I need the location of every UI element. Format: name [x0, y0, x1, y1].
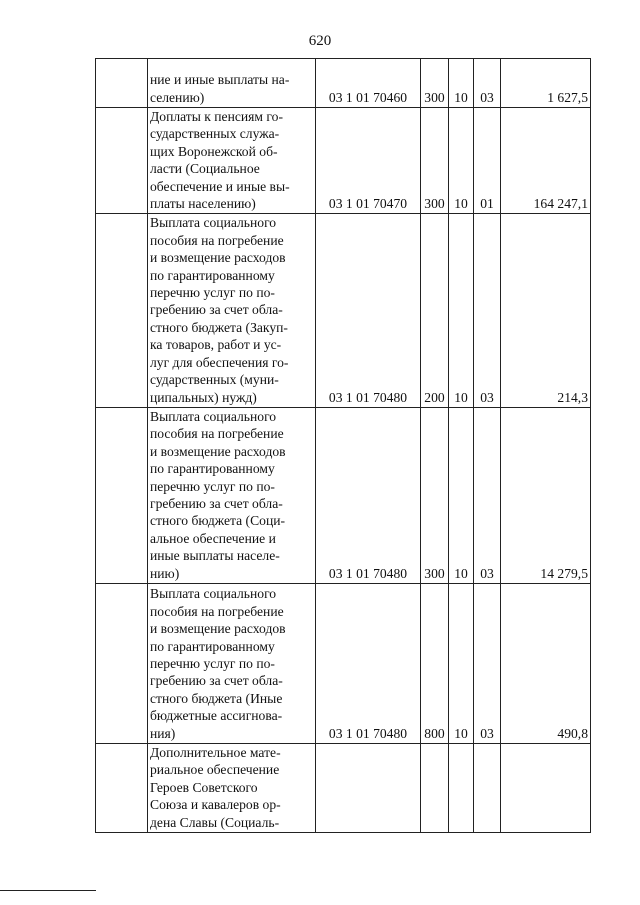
table-row	[96, 743, 591, 832]
description-cell	[148, 583, 316, 743]
description-line: ка товаров, работ и ус-	[150, 337, 282, 353]
target-code-cell: 03 1 01 70460	[316, 59, 421, 108]
expense-type-cell: 300	[421, 108, 449, 214]
subsection-cell	[474, 743, 501, 832]
section-cell: 10	[449, 214, 474, 407]
description-line: стного бюджета (Иные	[150, 690, 283, 706]
description-line: перечню услуг по по-	[150, 478, 275, 494]
description-cell	[148, 59, 316, 108]
amount-cell: 214,3	[501, 214, 591, 407]
description-line: ния)	[150, 725, 176, 741]
description-line: гребению за счет обла-	[150, 302, 283, 318]
description-line: гребению за счет обла-	[150, 673, 283, 689]
description-line: перечню услуг по по-	[150, 655, 275, 671]
subsection-cell: 03	[474, 407, 501, 583]
target-code-cell: 03 1 01 70480	[316, 407, 421, 583]
row-number-cell	[96, 743, 148, 832]
expense-type-cell: 800	[421, 583, 449, 743]
target-code-cell: 03 1 01 70480	[316, 583, 421, 743]
amount-cell: 1 627,5	[501, 59, 591, 108]
row-number-cell	[96, 108, 148, 214]
subsection-cell: 03	[474, 59, 501, 108]
description-line: по гарантированному	[150, 638, 275, 654]
target-code-cell: 03 1 01 70480	[316, 214, 421, 407]
row-number-cell	[96, 214, 148, 407]
description-line: бюджетные ассигнова-	[150, 708, 283, 724]
description-line: иные выплаты населе-	[150, 548, 280, 564]
description-line: Героев Советского	[150, 779, 258, 795]
description-line: нию)	[150, 565, 180, 581]
expense-type-cell: 300	[421, 59, 449, 108]
target-code-cell	[316, 743, 421, 832]
section-cell: 10	[449, 407, 474, 583]
table-row	[96, 59, 591, 108]
table-body	[96, 59, 591, 833]
description-line: перечню услуг по по-	[150, 285, 275, 301]
description-line: и возмещение расходов	[150, 443, 286, 459]
description-line: по гарантированному	[150, 461, 275, 477]
expense-type-cell	[421, 743, 449, 832]
expense-type-cell: 200	[421, 214, 449, 407]
target-code-cell: 03 1 01 70470	[316, 108, 421, 214]
description-line: щих Воронежской об-	[150, 143, 278, 159]
amount-cell: 14 279,5	[501, 407, 591, 583]
page-number: 620	[308, 33, 332, 49]
amount-cell: 164 247,1	[501, 108, 591, 214]
subsection-cell: 01	[474, 108, 501, 214]
row-number-cell	[96, 407, 148, 583]
description-line: пособия на погребение	[150, 426, 284, 442]
description-line: гребению за счет обла-	[150, 495, 283, 511]
description-line: риальное обеспечение	[150, 762, 280, 778]
description-line: ние и иные выплаты на-	[150, 72, 290, 88]
subsection-cell: 03	[474, 583, 501, 743]
description-line: селению)	[150, 89, 205, 105]
description-line: стного бюджета (Соци-	[150, 513, 286, 529]
budget-table	[95, 58, 591, 833]
description-line: Выплата социального	[150, 408, 277, 424]
section-cell: 10	[449, 108, 474, 214]
description-line: Доплаты к пенсиям го-	[150, 109, 283, 124]
table-row	[96, 214, 591, 407]
table-row	[96, 108, 591, 214]
expense-type-cell: 300	[421, 407, 449, 583]
row-number-cell	[96, 59, 148, 108]
description-line: сударственных служа-	[150, 126, 280, 142]
footer-rule	[0, 890, 96, 891]
amount-cell: 490,8	[501, 583, 591, 743]
section-cell	[449, 743, 474, 832]
description-line: пособия на погребение	[150, 232, 284, 248]
description-line: ципальных) нужд)	[150, 389, 257, 405]
description-line: луг для обеспечения го-	[150, 354, 289, 370]
description-cell	[148, 407, 316, 583]
description-line: Дополнительное мате-	[150, 744, 281, 760]
description-line: сударственных (муни-	[150, 372, 279, 388]
description-line: пособия на погребение	[150, 603, 284, 619]
description-line: Выплата социального	[150, 215, 277, 231]
description-line: стного бюджета (Закуп-	[150, 319, 288, 335]
description-line: по гарантированному	[150, 267, 275, 283]
description-line: дена Славы (Социаль-	[150, 814, 280, 830]
section-cell: 10	[449, 583, 474, 743]
row-number-cell	[96, 583, 148, 743]
subsection-cell: 03	[474, 214, 501, 407]
description-line: и возмещение расходов	[150, 250, 286, 266]
description-cell	[148, 214, 316, 407]
amount-cell	[501, 743, 591, 832]
section-cell: 10	[449, 59, 474, 108]
table-row	[96, 407, 591, 583]
description-line: Союза и кавалеров ор-	[150, 797, 281, 813]
description-line: и возмещение расходов	[150, 621, 286, 637]
table-row	[96, 583, 591, 743]
description-line: альное обеспечение и	[150, 530, 276, 546]
description-line: Выплата социального	[150, 586, 277, 602]
description-line: ласти (Социальное	[150, 161, 260, 177]
description-line: платы населению)	[150, 196, 256, 212]
description-cell	[148, 108, 316, 214]
description-line: обеспечение и иные вы-	[150, 178, 290, 194]
description-cell	[148, 743, 316, 832]
